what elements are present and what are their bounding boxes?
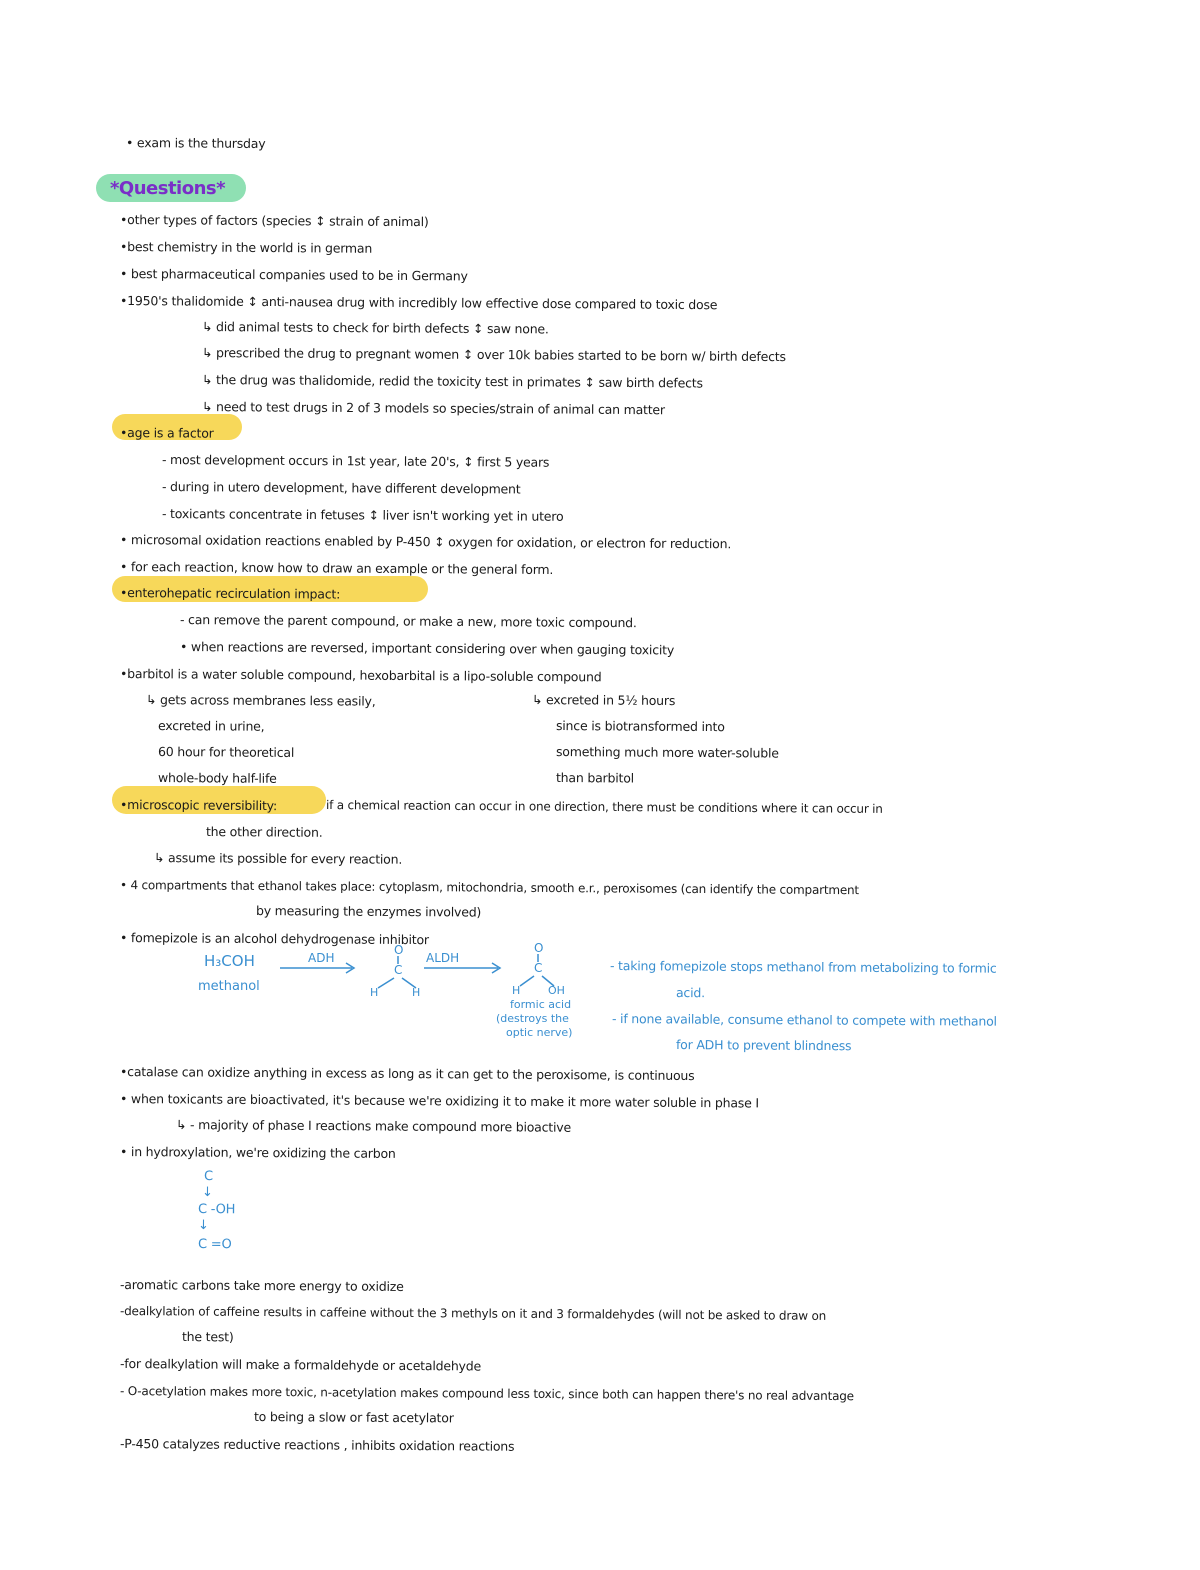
aldehyde-oxygen: O: [394, 943, 404, 957]
note-heading-enterohepatic: •enterohepatic recirculation impact:: [119, 585, 341, 602]
product-note-1: (destroys the: [496, 1012, 569, 1025]
hydroxylation-step-coh: C -OH: [197, 1202, 236, 1218]
aldehyde-bond-left: [378, 978, 394, 988]
note-subline: ↳ prescribed the drug to pregnant women ↕ over 10k babies started to be born w/ birth defects: [201, 345, 786, 365]
note-subline: ↳ excreted in 5½ hours: [531, 692, 676, 708]
note-line: • microsomal oxidation reactions enabled by P-450 ↕ oxygen for oxidation, or electron for reduction.: [119, 532, 732, 552]
note-blue-line: for ADH to prevent blindness: [675, 1037, 852, 1054]
note-line: • 4 compartments that ethanol takes place: cytoplasm, mitochondria, smooth e.r., peroxisomes (can identify the compartment: [119, 878, 859, 898]
note-subline: the other direction.: [205, 824, 323, 840]
note-subline: ↳ assume its possible for every reaction.: [153, 850, 403, 867]
note-line: • best pharmaceutical companies used to be in Germany: [119, 266, 468, 284]
note-line: • fomepizole is an alcohol dehydrogenase inhibitor: [119, 930, 429, 948]
note-line: •1950's thalidomide ↕ anti-nausea drug with incredibly low effective dose compared to toxic dose: [119, 293, 718, 313]
formic-hydrogen: H: [512, 984, 521, 997]
formic-carbon: C: [534, 961, 543, 975]
note-subline: to being a slow or fast acetylator: [253, 1409, 454, 1426]
note-subline: by measuring the enzymes involved): [255, 903, 482, 920]
note-heading-age: •age is a factor: [119, 425, 214, 441]
note-subline: ↳ gets across membranes less easily,: [145, 692, 376, 709]
enzyme-adh-label: ADH: [308, 951, 335, 965]
methanol-reaction-diagram: [190, 940, 610, 1050]
enzyme-aldh-label: ALDH: [426, 951, 460, 965]
note-subline: since is biotransformed into: [555, 718, 725, 735]
note-subline: ↳ need to test drugs in 2 of 3 models so species/strain of animal can matter: [201, 399, 665, 418]
note-subline: ↳ - majority of phase I reactions make compound more bioactive: [175, 1117, 572, 1135]
note-line: •catalase can oxidize anything in excess as long as it can get to the peroxisome, is continuous: [119, 1064, 695, 1084]
note-line: - O-acetylation makes more toxic, n-acetylation makes compound less toxic, since both can happen there's no real advantage: [119, 1384, 854, 1404]
note-blue-line: - if none available, consume ethanol to compete with methanol: [611, 1011, 997, 1029]
product-name: formic acid: [510, 998, 572, 1011]
aldehyde-bond-right: [402, 978, 416, 988]
hydroxylation-arrow: ↓: [201, 1185, 213, 1201]
aldehyde-carbon: C: [394, 963, 403, 977]
note-subline: the test): [181, 1329, 234, 1345]
product-note-2: optic nerve): [506, 1026, 573, 1039]
note-subline: something much more water-soluble: [555, 744, 779, 761]
note-line: •best chemistry in the world is in german: [119, 239, 373, 256]
hydroxylation-step-co: C =O: [197, 1237, 232, 1253]
note-blue-line: - taking fomepizole stops methanol from metabolizing to formic: [609, 958, 997, 976]
note-subline: 60 hour for theoretical: [157, 744, 295, 760]
hydroxylation-arrow: ↓: [197, 1218, 209, 1234]
note-line: -dealkylation of caffeine results in caffeine without the 3 methyls on it and 3 formaldehydes (will not be asked to draw on: [119, 1304, 827, 1323]
note-line: • for each reaction, know how to draw an example or the general form.: [119, 559, 554, 578]
note-subline: ↳ the drug was thalidomide, redid the toxicity test in primates ↕ saw birth defects: [201, 372, 703, 391]
note-line: •barbitol is a water soluble compound, hexobarbital is a lipo-soluble compound: [119, 666, 602, 685]
note-line: if a chemical reaction can occur in one direction, there must be conditions where it can occur in: [325, 798, 883, 816]
note-line: -for dealkylation will make a formaldehyde or acetaldehyde: [119, 1356, 482, 1374]
note-line: -aromatic carbons take more energy to oxidize: [119, 1277, 404, 1294]
note-subline: - during in utero development, have different development: [161, 479, 521, 497]
note-subline: excreted in urine,: [157, 718, 265, 734]
note-line: • when toxicants are bioactivated, it's because we're oxidizing it to make it more water soluble in phase I: [119, 1091, 759, 1111]
note-subline: ↳ did animal tests to check for birth defects ↕ saw none.: [201, 319, 549, 337]
note-subline: - most development occurs in 1st year, late 20's, ↕ first 5 years: [161, 452, 550, 470]
note-subline: than barbitol: [555, 770, 635, 786]
note-subline: - can remove the parent compound, or make a new, more toxic compound.: [179, 612, 637, 631]
reactant-formula: H₃COH: [204, 952, 255, 970]
note-line: •other types of factors (species ↕ strain of animal): [119, 212, 429, 230]
note-heading-microscopic: •microscopic reversibility:: [119, 797, 278, 814]
note-subline: - toxicants concentrate in fetuses ↕ liver isn't working yet in utero: [161, 506, 564, 524]
reactant-name: methanol: [198, 979, 260, 994]
formic-bond-left: [520, 976, 534, 986]
note-subline: • when reactions are reversed, important considering over when gauging toxicity: [179, 639, 675, 658]
note-blue-line: acid.: [675, 985, 705, 1001]
formic-oxygen: O: [534, 941, 544, 955]
note-line: -P-450 catalyzes reductive reactions , inhibits oxidation reactions: [119, 1436, 515, 1454]
aldehyde-hydrogen-right: H: [412, 986, 421, 999]
note-subline: whole-body half-life: [157, 770, 277, 786]
hydroxylation-step-c: C: [203, 1169, 213, 1185]
page-title: *Questions*: [110, 178, 226, 199]
formic-hydroxyl: OH: [548, 984, 565, 997]
note-line: • exam is the thursday: [125, 135, 266, 151]
aldehyde-hydrogen-left: H: [370, 986, 379, 999]
note-line: • in hydroxylation, we're oxidizing the carbon: [119, 1144, 396, 1161]
